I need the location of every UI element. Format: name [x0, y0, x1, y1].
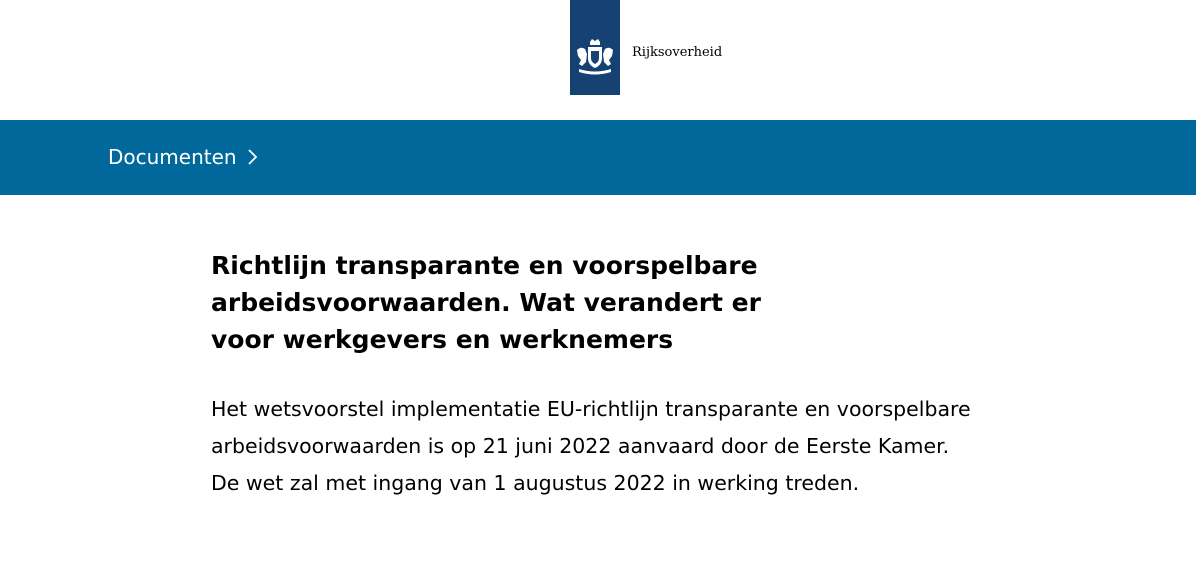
logo[interactable]	[570, 0, 620, 95]
breadcrumb-documenten[interactable]	[108, 145, 260, 169]
breadcrumb-label: Documenten	[108, 145, 237, 169]
chevron-right-icon	[246, 146, 260, 168]
intro-text: Het wetsvoorstel implementatie EU-richtlijn transparante en voorspelbare arbeidsvoorwaarden is op 21 juni 2022 aanvaard door de Eerste Kamer. De wet zal met ingang van 1 augustus 2022 in werking treden.	[211, 397, 971, 495]
coat-of-arms-icon	[573, 38, 617, 78]
logo-text[interactable]: Rijksoverheid	[632, 45, 723, 60]
page-title: Richtlijn transparante en voorspelbare arbeidsvoorwaarden. Wat verandert er voor werkgevers en werknemers	[211, 251, 761, 354]
main-content	[211, 247, 971, 502]
site-header	[0, 0, 1196, 120]
breadcrumb-bar	[0, 120, 1196, 195]
